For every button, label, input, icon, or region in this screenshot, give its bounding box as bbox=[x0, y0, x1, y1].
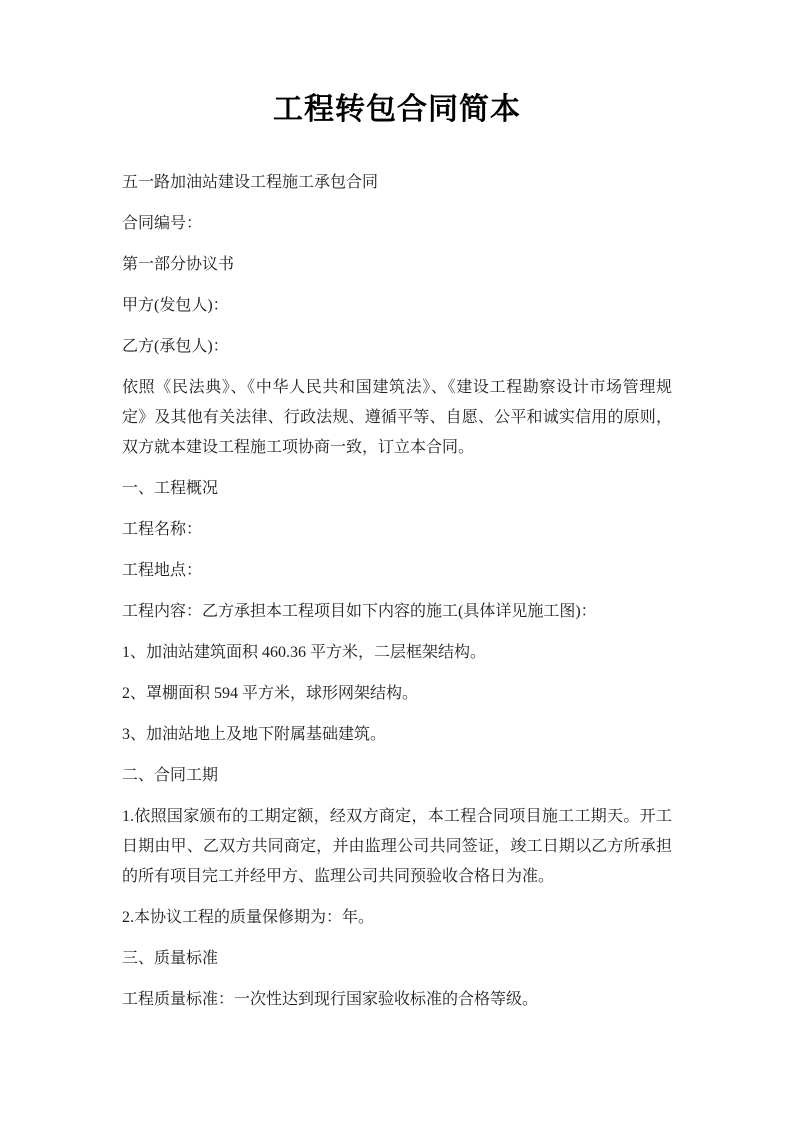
party-a-line: 甲方(发包人)： bbox=[122, 297, 229, 314]
subtitle-line: 五一路加油站建设工程施工承包合同 bbox=[122, 174, 379, 191]
document-title: 工程转包合同简本 bbox=[273, 93, 521, 126]
content-item-1-line: 1、加油站建筑面积 460.36 平方米，二层框架结构。 bbox=[122, 644, 487, 661]
content-item-2-line: 2、罩棚面积 594 平方米，球形网架结构。 bbox=[122, 685, 419, 702]
duration-paragraph: 1.依照国家颁布的工期定额，经双方商定，本工程合同项目施工工期天。开工日期由甲、乙双方共同商定，并由监理公司共同签证，竣工日期以乙方所承担的所有项目完工并经甲方、监理公司共同预验收合格日为准。 bbox=[122, 808, 672, 885]
contract-number-line: 合同编号： bbox=[122, 215, 203, 232]
party-b-line: 乙方(承包人)： bbox=[122, 338, 229, 355]
quality-standard-line: 工程质量标准：一次性达到现行国家验收标准的合格等级。 bbox=[122, 991, 539, 1008]
warranty-period-line: 2.本协议工程的质量保修期为：年。 bbox=[122, 909, 375, 926]
section-1-heading: 一、工程概况 bbox=[122, 480, 219, 497]
project-content-line: 工程内容：乙方承担本工程项目如下内容的施工(具体详见施工图)： bbox=[122, 603, 597, 620]
project-name-line: 工程名称： bbox=[122, 521, 203, 538]
content-item-3-line: 3、加油站地上及地下附属基础建筑。 bbox=[122, 726, 387, 743]
project-location-line: 工程地点： bbox=[122, 562, 203, 579]
section-3-heading: 三、质量标准 bbox=[122, 950, 219, 967]
preamble-paragraph: 依照《民法典》、《中华人民共和国建筑法》、《建设工程勘察设计市场管理规定》及其他有关法律、行政法规、遵循平等、自愿、公平和诚实信用的原则，双方就本建设工程施工项协商一致，订立本合同。 bbox=[122, 379, 672, 456]
part-one-heading: 第一部分协议书 bbox=[122, 256, 235, 273]
section-2-heading: 二、合同工期 bbox=[122, 767, 219, 784]
